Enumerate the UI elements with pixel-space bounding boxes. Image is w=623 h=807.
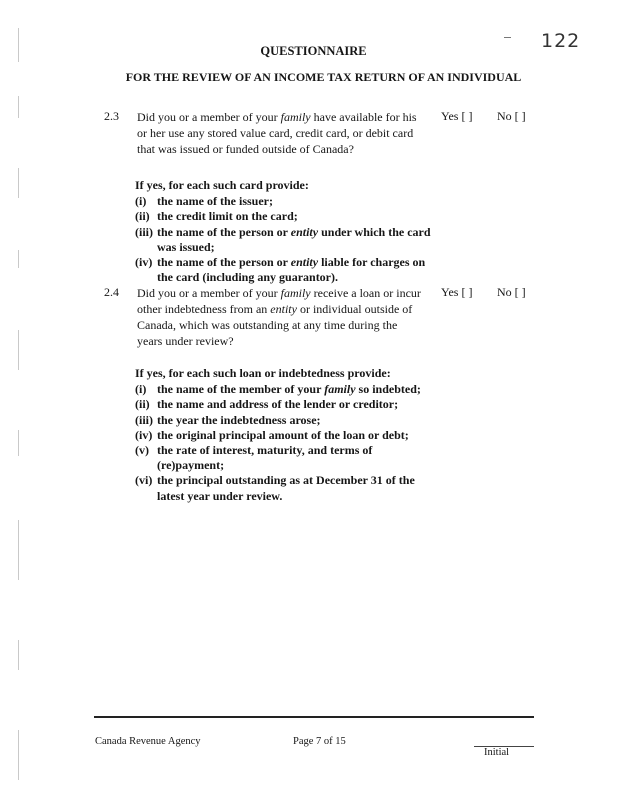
item-marker: (i) [135, 382, 147, 397]
document-subtitle: FOR THE REVIEW OF AN INCOME TAX RETURN OF AN INDIVIDUAL [125, 70, 522, 84]
list-item [135, 255, 435, 285]
no-checkbox[interactable]: No [ ] [497, 285, 526, 299]
item-marker: (iv) [135, 427, 153, 442]
yes-checkbox[interactable]: Yes [ ] [441, 109, 473, 123]
list-item [135, 428, 435, 443]
no-checkbox[interactable]: No [ ] [497, 109, 526, 123]
item-text: the name of the person or entity liable for charges on the card (including any guarantor). [157, 255, 426, 285]
item-text: the name of the member of your family so indebted; [157, 382, 421, 397]
question-number: 2.4 [104, 285, 119, 299]
footer-initial-label: Initial [484, 747, 510, 758]
item-text: the rate of interest, maturity, and terms of (re)payment; [157, 443, 373, 473]
item-text: the year the indebtedness arose; [157, 412, 321, 427]
list-item [135, 194, 435, 209]
list-item [135, 473, 435, 503]
yes-checkbox[interactable]: Yes [ ] [441, 285, 473, 299]
list-item [135, 382, 435, 397]
footer-page-number: Page 7 of 15 [293, 736, 346, 747]
stray-mark [504, 37, 511, 38]
page-stamp: 122 [541, 30, 581, 52]
list-item [135, 209, 435, 224]
sub-lead: If yes, for each such card provide: [135, 178, 309, 192]
item-text: the name and address of the lender or creditor; [157, 397, 399, 412]
list-item [135, 443, 435, 473]
sub-lead: If yes, for each such loan or indebtedness provide: [135, 366, 391, 380]
list-item [135, 413, 435, 428]
list-item [135, 225, 435, 255]
item-text: the credit limit on the card; [157, 209, 298, 224]
item-marker: (iii) [135, 224, 153, 239]
document-title: QUESTIONNAIRE [260, 44, 367, 58]
footer-agency: Canada Revenue Agency [95, 736, 201, 747]
question-number: 2.3 [104, 109, 119, 123]
list-item [135, 397, 435, 412]
footer-rule [94, 716, 534, 718]
item-text: the name of the issuer; [157, 194, 273, 209]
item-marker: (v) [135, 443, 149, 458]
item-marker: (vi) [135, 473, 153, 488]
item-marker: (ii) [135, 209, 150, 224]
loan-details-list [135, 366, 435, 504]
item-text: the principal outstanding as at December 31 of the latest year under review. [157, 473, 415, 503]
scan-edge-marks [18, 0, 20, 807]
item-text: the original principal amount of the loan or debt; [157, 427, 409, 442]
question-text: Did you or a member of your family receive a loan or incur other indebtedness from an entity or individual outside of Canada, which was outstanding at any time during the years under review? [137, 286, 421, 348]
item-text: the name of the person or entity under which the card was issued; [157, 224, 431, 254]
question-text: Did you or a member of your family have available for his or her use any stored value card, credit card, or debit card that was issued or funded outside of Canada? [137, 110, 417, 156]
item-marker: (iii) [135, 412, 153, 427]
card-details-list [135, 178, 435, 285]
item-marker: (ii) [135, 397, 150, 412]
item-marker: (i) [135, 194, 147, 209]
item-marker: (iv) [135, 255, 153, 270]
